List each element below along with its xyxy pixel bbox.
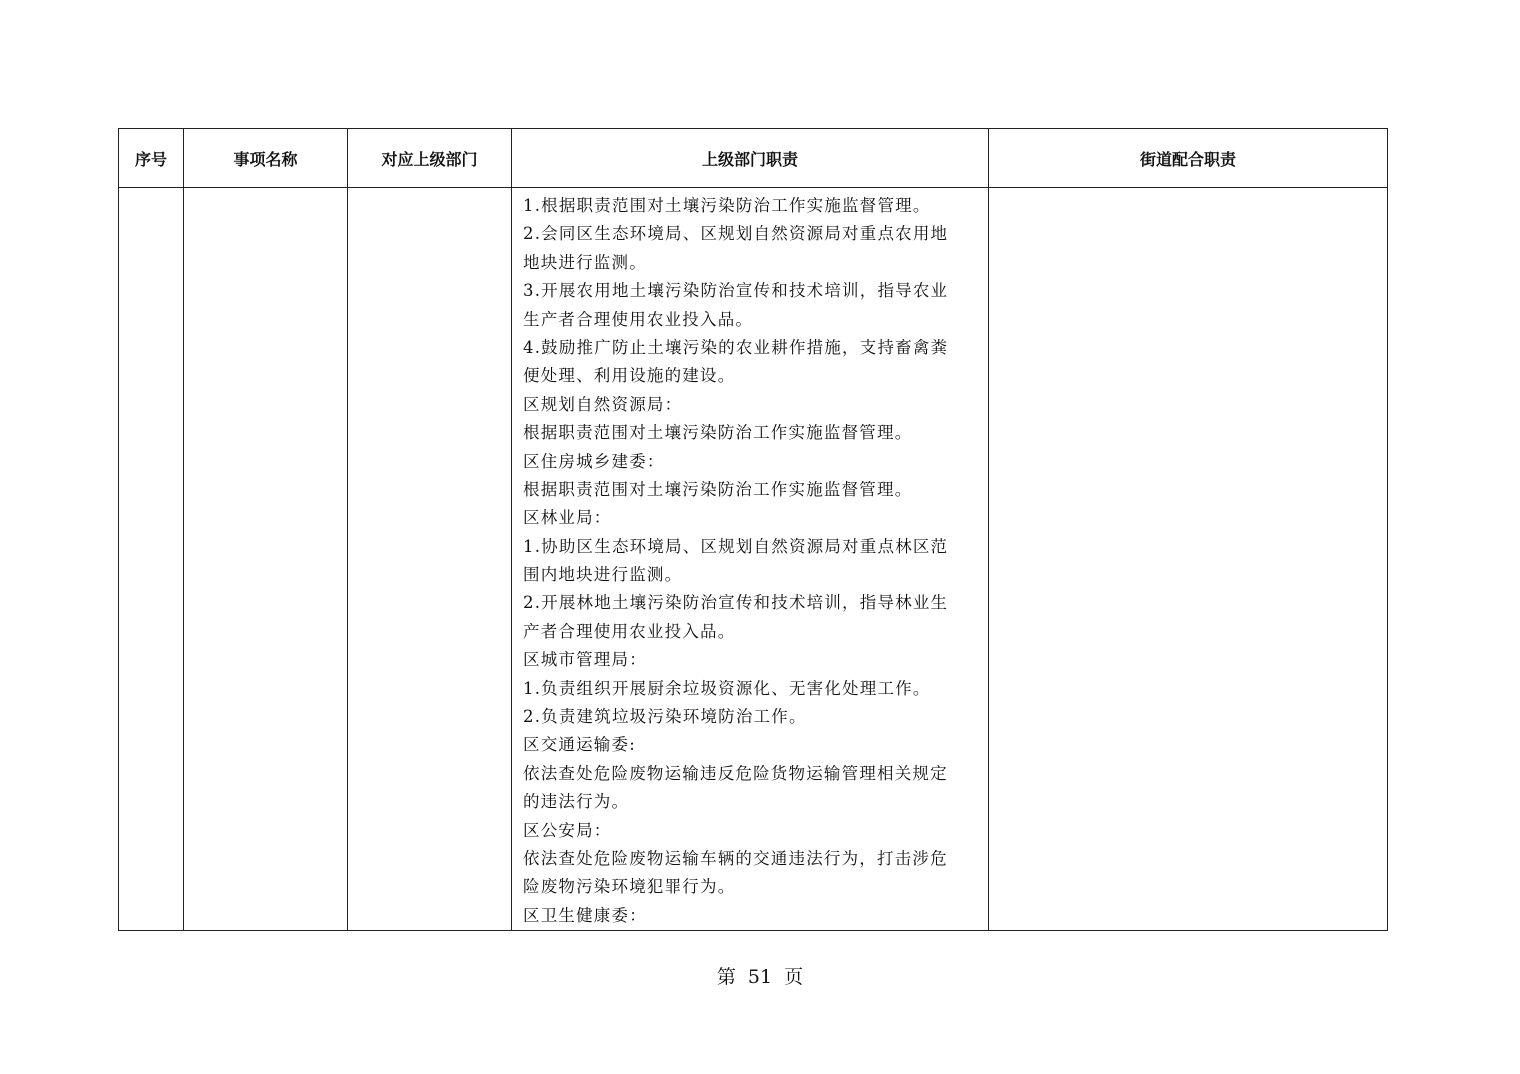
page-prefix: 第 [716,966,736,988]
cell-item-name [184,188,348,931]
header-dept: 对应上级部门 [348,129,512,188]
duty-line: 2.会同区生态环境局、区规划自然资源局对重点农用地 [523,224,949,244]
duty-lines [512,188,988,930]
duty-line: 区公安局： [523,820,612,840]
table-header-row [119,129,1388,188]
duty-line: 1.协助区生态环境局、区规划自然资源局对重点林区范 [523,536,949,556]
cell-street-duties [989,188,1388,931]
cell-dept-duties [512,188,989,931]
duty-line: 根据职责范围对土壤污染防治工作实施监督管理。 [523,423,913,443]
duty-line: 依法查处危险废物运输车辆的交通违法行为，打击涉危 [523,848,948,868]
header-seq: 序号 [119,129,184,188]
page-footer [0,962,1520,989]
duty-line: 1.负责组织开展厨余垃圾资源化、无害化处理工作。 [523,678,931,698]
header-dept-duties: 上级部门职责 [512,129,989,188]
header-item-name: 事项名称 [184,129,348,188]
duty-line: 险废物污染环境犯罪行为。 [523,877,736,897]
duty-line: 区卫生健康委： [523,905,647,925]
cell-dept [348,188,512,931]
duty-line: 产者合理使用农业投入品。 [523,621,736,641]
duty-line: 区城市管理局： [523,650,647,670]
duty-line: 2.开展林地土壤污染防治宣传和技术培训，指导林业生 [523,593,949,613]
duty-line: 根据职责范围对土壤污染防治工作实施监督管理。 [523,479,913,499]
duty-line: 区规划自然资源局： [523,394,683,414]
duty-line: 依法查处危险废物运输违反危险货物运输管理相关规定 [523,763,948,783]
duty-line: 2.负责建筑垃圾污染环境防治工作。 [523,707,807,727]
duty-line: 地块进行监测。 [523,252,647,272]
duty-line: 区住房城乡建委： [523,451,665,471]
page-suffix: 页 [784,966,804,988]
duty-line: 3.开展农用地土壤污染防治宣传和技术培训，指导农业 [523,281,949,301]
cell-seq [119,188,184,931]
duty-line: 1.根据职责范围对土壤污染防治工作实施监督管理。 [523,196,931,215]
duty-line: 生产者合理使用农业投入品。 [523,309,754,329]
table-row [119,188,1388,931]
duty-line: 区林业局： [523,508,612,528]
duties-table [118,128,1388,931]
page-number: 51 [747,966,773,988]
duty-line: 4.鼓励推广防止土壤污染的农业耕作措施，支持畜禽粪 [523,337,949,357]
duty-line: 围内地块进行监测。 [523,565,683,585]
duty-line: 区交通运输委: [523,735,636,755]
duty-line: 便处理、利用设施的建设。 [523,366,736,386]
duty-line: 的违法行为。 [523,792,630,812]
header-street-duties: 街道配合职责 [989,129,1388,188]
